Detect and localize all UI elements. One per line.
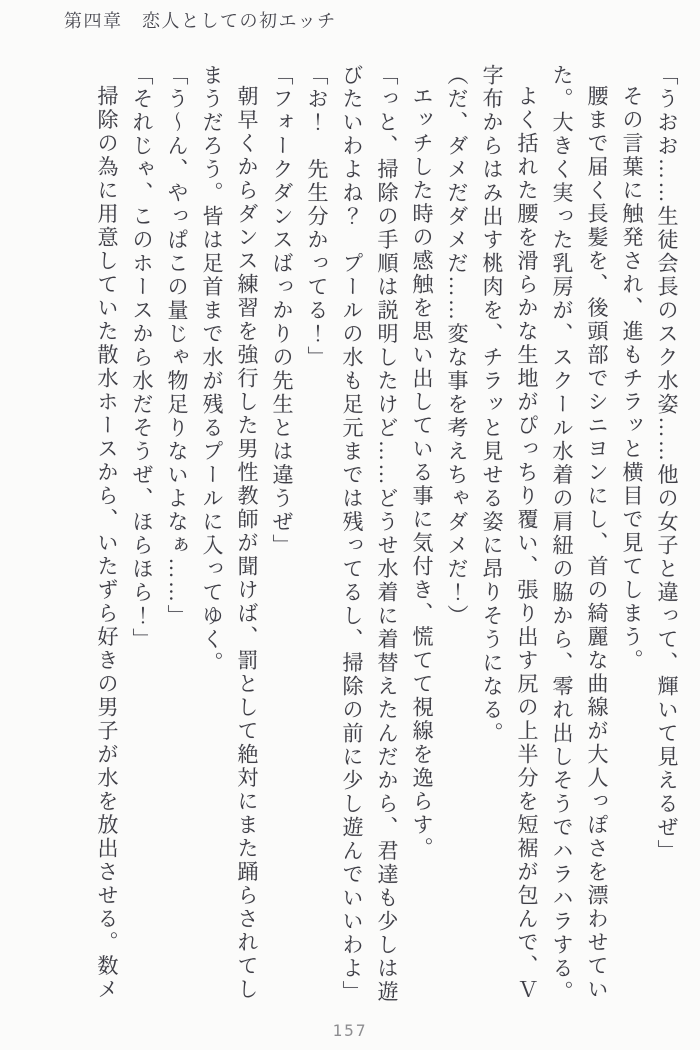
- paragraph: 「っと、掃除の手順は説明したけど……どうせ水着に着替えたんだから、君達も少しは遊びたいわよね？ プールの水も足元までは残ってるし、掃除の前に少し遊んでいいわよ」: [340, 64, 399, 1004]
- paragraph: 「うおお……生徒会長のスク水姿……他の女子と違って、輝いて見えるぜ」: [655, 64, 679, 863]
- paragraph: 腰まで届く長髪を、後頭部でシニヨンにし、首の綺麗な曲線が大人っぽさを漂わせていた。大きく実った乳房が、スクール水着の肩紐の脇から、零れ出しそうでハラハラする。: [550, 64, 609, 1004]
- paragraph: その言葉に触発され、進もチラッと横目で見てしまう。: [620, 85, 644, 673]
- paragraph: エッチした時の感触を思い出している事に気付き、慌てて視線を逸らす。: [410, 85, 434, 861]
- vertical-text-block: [89, 64, 684, 1008]
- page-number: 157: [332, 1021, 368, 1040]
- paragraph: （だ、ダメだダメだ……変な事を考えちゃダメだ！）: [445, 64, 469, 628]
- paragraph: 掃除の為に用意していた散水ホースから、いたずら好きの男子が水を放出させる。数メ: [95, 85, 119, 1002]
- paragraph: 「お！ 先生分かってる！」: [305, 64, 329, 370]
- paragraph: よく括れた腰を滑らかな生地がぴっちり覆い、張り出す尻の上半分を短裾が包んで、Ｖ字布からはみ出す桃肉を、チラッと見せる姿に昂りそうになる。: [480, 64, 539, 1002]
- chapter-header: 第四章 恋人としての初エッチ: [64, 11, 337, 31]
- paragraph: 朝早くからダンス練習を強行した男性教師が聞けば、罰として絶対にまた踊らされてしまうだろう。皆は足首まで水が残るプールに入ってゆく。: [200, 64, 259, 1002]
- paragraph: 「フォークダンスばっかりの先生とは違うぜ」: [270, 64, 294, 558]
- paragraph: 「それじゃ、このホースから水だそうぜ、ほらほら！」: [130, 64, 154, 652]
- paragraph: 「う～ん、やっぱこの量じゃ物足りないよなぁ……」: [165, 64, 189, 628]
